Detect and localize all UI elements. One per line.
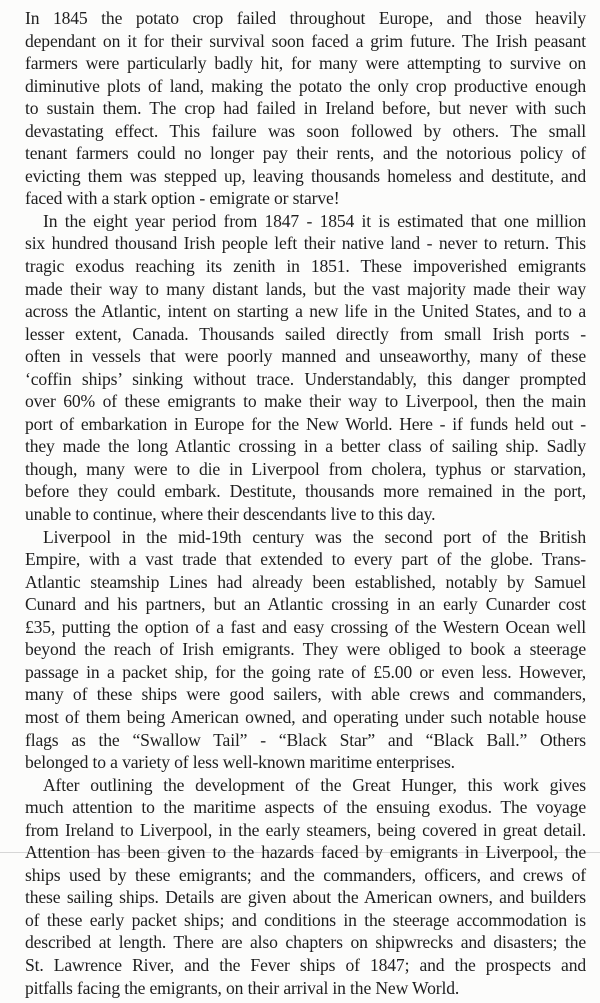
text-line: ships used by these emigrants; and the commanders, officers, and crews of (25, 864, 586, 885)
text-line: of these early packet ships; and conditions in the steerage accommodation is (25, 909, 586, 930)
text-line: Empire, with a vast trade that extended to every part of the globe. Trans- (25, 549, 586, 570)
text-line: port of embarkation in Europe for the New World. Here - if funds held out - (25, 413, 586, 434)
text-line: farmers were particularly badly hit, for many were attempting to survive on (25, 53, 586, 74)
text-line: described at length. There are also chapters on shipwrecks and disasters; the (25, 932, 586, 953)
text-line: devastating effect. This failure was soon followed by others. The small (25, 120, 586, 141)
text-line: ‘coffin ships’ sinking without trace. Understandably, this danger prompted (25, 368, 586, 389)
text-line: Cunard and his partners, but an Atlantic crossing in an early Cunarder cost (25, 594, 586, 615)
text-line: made their way to many distant lands, but the vast majority made their way (25, 278, 586, 299)
text-line: these sailing ships. Details are given about the American owners, and builders (25, 887, 586, 908)
text-line: diminutive plots of land, making the potato the only crop productive enough (25, 75, 586, 96)
text-line: unable to continue, where their descendants live to this day. (25, 504, 436, 525)
text-line: lesser extent, Canada. Thousands sailed directly from small Irish ports - (25, 323, 586, 344)
text-line: most of them being American owned, and operating under such notable house (25, 706, 586, 727)
text-line: pitfalls facing the emigrants, on their arrival in the New World. (25, 977, 460, 998)
text-line: tragic exodus reaching its zenith in 1851. These impoverished emigrants (25, 256, 586, 277)
text-line: In the eight year period from 1847 - 1854 it is estimated that one million (43, 210, 586, 231)
text-line: often in vessels that were poorly manned and unseaworthy, many of these (25, 346, 586, 367)
text-line: they made the long Atlantic crossing in a better class of sailing ship. Sadly (25, 436, 586, 457)
text-line: dependant on it for their survival soon faced a grim future. The Irish peasant (25, 30, 586, 51)
text-line: to sustain them. The crop had failed in Ireland before, but never with such (25, 98, 586, 119)
text-line: belonged to a variety of less well-known maritime enterprises. (25, 752, 455, 773)
text-line: evicting them was stepped up, leaving thousands homeless and destitute, and (25, 165, 586, 186)
text-line: across the Atlantic, intent on starting a new life in the United States, and to a (25, 301, 586, 322)
text-line: six hundred thousand Irish people left their native land - never to return. This (25, 233, 586, 254)
text-line: faced with a stark option - emigrate or starve! (25, 188, 340, 209)
text-line: from Ireland to Liverpool, in the early steamers, being covered in great detail. (25, 819, 586, 840)
paragraph (25, 526, 586, 774)
text-line: In 1845 the potato crop failed throughout Europe, and those heavily (25, 8, 586, 28)
text-line: After outlining the development of the Great Hunger, this work gives (43, 774, 586, 795)
body-text (25, 7, 586, 999)
text-line: Liverpool in the mid-19th century was the second port of the British (43, 526, 586, 547)
text-line: before they could embark. Destitute, thousands more remained in the port, (25, 481, 586, 502)
text-line: passage in a packet ship, for the going rate of £5.00 or even less. However, (25, 661, 586, 682)
text-line: many of these ships were good sailers, with able crews and commanders, (25, 684, 586, 705)
paragraph (25, 7, 586, 210)
paragraph (25, 210, 586, 526)
text-line: much attention to the maritime aspects of the ensuing exodus. The voyage (25, 797, 586, 818)
text-line: though, many were to die in Liverpool from cholera, typhus or starvation, (25, 458, 586, 479)
text-line: beyond the reach of Irish emigrants. They were obliged to book a steerage (25, 639, 586, 660)
text-line: Atlantic steamship Lines had already been established, notably by Samuel (25, 571, 586, 592)
text-line: Attention has been given to the hazards faced by emigrants in Liverpool, the (25, 842, 586, 863)
text-line: £35, putting the option of a fast and easy crossing of the Western Ocean well (25, 616, 586, 637)
text-line: flags as the “Swallow Tail” - “Black Star” and “Black Ball.” Others (25, 729, 586, 750)
text-line: St. Lawrence River, and the Fever ships of 1847; and the prospects and (25, 954, 586, 975)
text-line: over 60% of these emigrants to make their way to Liverpool, then the main (25, 391, 586, 412)
paragraph (25, 774, 586, 999)
text-line: tenant farmers could no longer pay their rents, and the notorious policy of (25, 143, 586, 164)
